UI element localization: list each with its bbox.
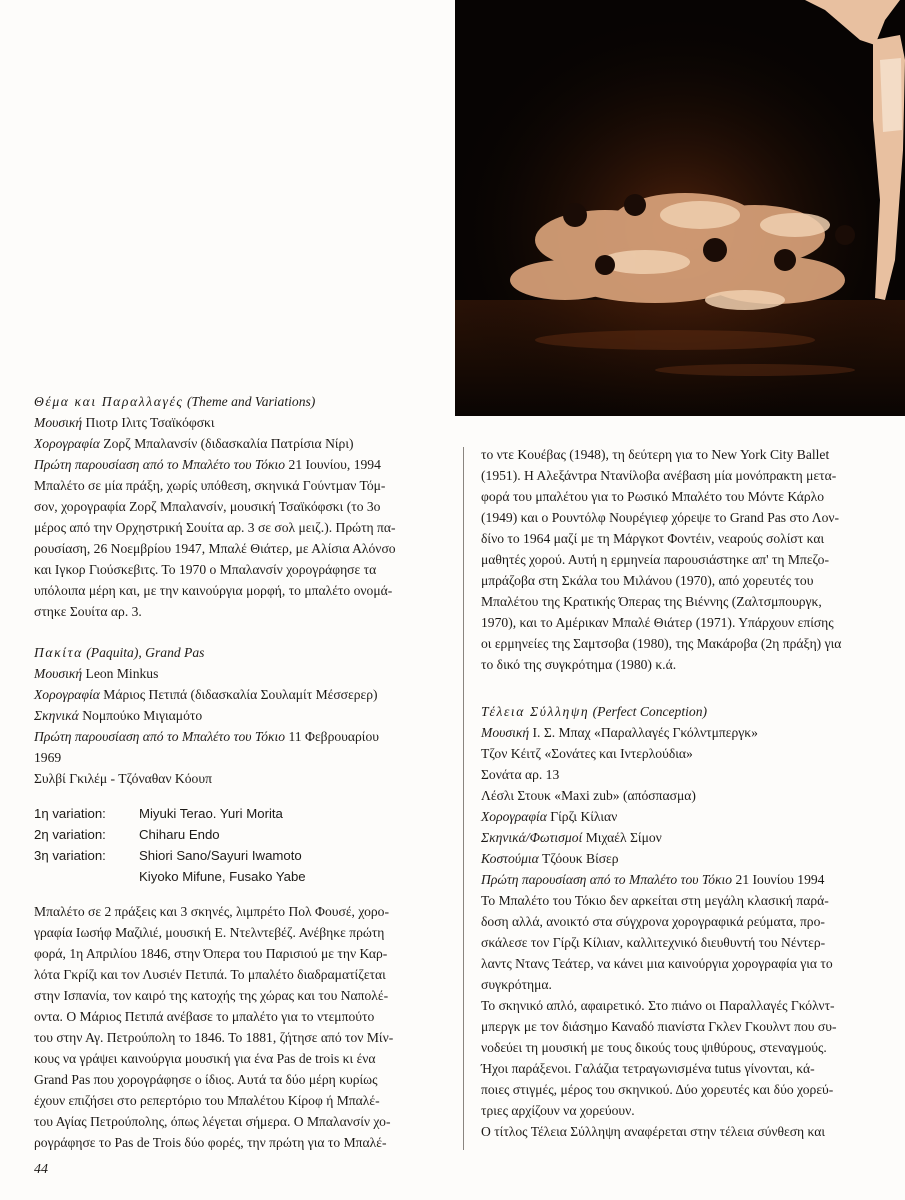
text-line: Το Μπαλέτο του Τόκιο δεν αρκείται στη μεγάλη κλασική παρά-	[481, 893, 829, 908]
column-divider	[463, 447, 464, 1150]
text-line: δοση αλλά, ανοικτό στα σύγχρονα χορογραφικά ρεύματα, προ-	[481, 914, 825, 929]
paquita-choreography: Χορογραφία Μάριος Πετιπά (διδασκαλία Σουλαμίτ Μέσσερερ)	[34, 687, 378, 702]
text-line: μπεργκ με τον διάσημο Καναδό πιανίστα Γκλεν Γκουλντ που συ-	[481, 1019, 837, 1034]
paquita-heading	[34, 642, 440, 663]
paquita-premiere-year: 1969	[34, 750, 62, 765]
dance-photo	[455, 0, 905, 416]
theme-description	[34, 475, 440, 622]
text-line: ποιες στιγμές, μέρος του σκηνικού. Δύο χορευτές και δύο χορεύ-	[481, 1082, 834, 1097]
text-line: του Αγίας Πετρούπολης, όπως λέγεται σήμερα. Ο Μπαλανσίν χο-	[34, 1114, 391, 1129]
perfect-choreography: Χορογραφία Γίρζι Κίλιαν	[481, 809, 618, 824]
text-line: μέρος από την Ορχηστρική Σουίτα αρ. 3 σε σολ μειζ.). Πρώτη πα-	[34, 520, 396, 535]
text-line: γραφία Ιωσήφ Μαζιλιέ, μουσική Ε. Ντελντεβέζ. Ανέβηκε πρώτη	[34, 925, 385, 940]
list-item: 2η variation: Chiharu Endo	[34, 827, 220, 842]
paquita-music: Μουσική Leon Minkus	[34, 666, 159, 681]
dance-photo-image	[455, 0, 905, 416]
perfect-heading	[481, 701, 887, 722]
text-line: Μπαλέτου της Κρατικής Όπερας της Βιέννης (Ζαλτσμπουργκ,	[481, 594, 822, 609]
paquita-leads: Συλβί Γκιλέμ - Τζόναθαν Κόουπ	[34, 771, 212, 786]
text-line: μπράζοβα στη Σκάλα του Μιλάνου (1970), από χορευτές του	[481, 573, 814, 588]
paquita-sets: Σκηνικά Νομπούκο Μιγιαμότο	[34, 708, 203, 723]
text-line: ρογράφησε το Pas de Trois δύο φορές, την πρώτη για το Μπαλέ-	[34, 1135, 387, 1150]
paquita-continuation	[481, 444, 887, 675]
text-line: 1970), και το Αμέρικαν Μπαλέ Θιάτερ (1971). Υπάρχουν επίσης	[481, 615, 834, 630]
perfect-costumes: Κοστούμια Τζόουκ Βίσερ	[481, 851, 619, 866]
perfect-description-2	[481, 995, 887, 1121]
text-line: Ο τίτλος Τέλεια Σύλληψη αναφέρεται στην τέλεια σύνθεση και	[481, 1124, 826, 1139]
text-line: το ντε Κουέβας (1948), τη δεύτερη για το New York City Ballet	[481, 447, 830, 462]
paquita-title-en: (Paquita), Grand Pas	[86, 645, 205, 660]
text-line: Μπαλέτο σε 2 πράξεις και 3 σκηνές, λιμπρέτο Πολ Φουσέ, χορο-	[34, 904, 389, 919]
text-line: έχουν επιζήσει στο ρεπερτόριο του Μπαλέτου Κίροφ ή Μπαλέ-	[34, 1093, 380, 1108]
theme-music: Μουσική Πιοτρ Ιλιτς Τσαϊκόφσκι	[34, 415, 215, 430]
theme-choreography: Χορογραφία Ζορζ Μπαλανσίν (διδασκαλία Πατρίσια Νίρι)	[34, 436, 354, 451]
text-line: μαθητές χορού. Αυτή η ερμηνεία παρουσιάστηκε απ' τη Μπεζο-	[481, 552, 829, 567]
text-line: Μπαλέτο σε μία πράξη, χωρίς υπόθεση, σκηνικά Γούντμαν Τόμ-	[34, 478, 386, 493]
text-line: (1949) και ο Ρουντόλφ Νουρέγιεφ χόρεψε το Grand Pas στο Λον-	[481, 510, 840, 525]
variations-list	[34, 803, 440, 887]
perfect-sets: Σκηνικά/Φωτισμοί Μιχαέλ Σίμον	[481, 830, 662, 845]
text-line: στηκε Σουίτα αρ. 3.	[34, 604, 142, 619]
perfect-premiere: Πρώτη παρουσίαση από το Μπαλέτο του Τόκιο 21 Ιουνίου 1994	[481, 872, 825, 887]
text-line: λότα Γκρίζι και τον Λυσιέν Πετιπά. Το μπαλέτο διαδραματίζεται	[34, 967, 386, 982]
text-line: υπόλοιπα μέρη και, με την καινούργια μορφή, το μπαλέτο ονομά-	[34, 583, 393, 598]
perfect-music-line: Σονάτα αρ. 13	[481, 767, 560, 782]
text-line: Ήχοι παράξενοι. Γαλάζια τετραγωνισμένα tutus γίνονται, κά-	[481, 1061, 815, 1076]
perfect-title-en: (Perfect Conception)	[592, 704, 708, 719]
text-line: δίνο το 1964 μαζί με τη Μάργκοτ Φοντέιν, νεαρούς σολίστ και	[481, 531, 825, 546]
right-column	[481, 444, 887, 1142]
text-line: οι ερμηνείες της Σαμτσοβα (1980), της Μακάροβα (2η πράξη) για	[481, 636, 842, 651]
text-line: κους να γράψει καινούργια μουσική για ένα Pas de trois κι ένα	[34, 1051, 376, 1066]
text-line: σον, χορογραφία Ζορζ Μπαλανσίν, μουσική Τσαϊκόφσκι (το 3ο	[34, 499, 381, 514]
text-line: συγκρότημα.	[481, 977, 552, 992]
text-line: τριες αρχίζουν να χορεύουν.	[481, 1103, 635, 1118]
theme-title-en: (Theme and Variations)	[186, 394, 316, 409]
paquita-premiere: Πρώτη παρουσίαση από το Μπαλέτο του Τόκιο 11 Φεβρουαρίου	[34, 729, 379, 744]
left-column	[34, 391, 440, 1153]
paquita-description	[34, 901, 440, 1153]
perfect-music: Μουσική Ι. Σ. Μπαχ «Παραλλαγές Γκόλντμπεργκ»	[481, 725, 758, 740]
perfect-music-line: Τζον Κέιτζ «Σονάτες και Ιντερλούδια»	[481, 746, 693, 761]
theme-title: Θέμα και Παραλλαγές	[34, 394, 184, 409]
text-line: φορά, 1η Απριλίου 1846, στην Όπερα του Παρισιού με την Καρ-	[34, 946, 388, 961]
list-item: Kiyoko Mifune, Fusako Yabe	[139, 869, 306, 884]
text-line: το δικό της συγκρότημα (1980) κ.ά.	[481, 657, 677, 672]
text-line: του στην Αγ. Πετρούπολη το 1846. Το 1881, ζήτησε από τον Μίν-	[34, 1030, 394, 1045]
text-line: (1951). Η Αλεξάντρα Ντανίλοβα ανέβαση μία μονόπρακτη μετα-	[481, 468, 837, 483]
perfect-description-3	[481, 1121, 887, 1142]
text-line: Grand Pas που χορογράφησε ο ίδιος. Αυτά τα δύο μέρη κυρίως	[34, 1072, 378, 1087]
text-line: λαντς Ντανς Τεάτερ, να κάνει μια καινούργια χορογραφία για το	[481, 956, 833, 971]
text-line: οντα. Ο Μάριος Πετιπά ανέβασε το μπαλέτο για το ντεμπούτο	[34, 1009, 375, 1024]
list-item: 3η variation: Shiori Sano/Sayuri Iwamoto	[34, 848, 302, 863]
text-line: σκάλεσε τον Γίρζι Κίλιαν, καλλιτεχνικό διευθυντή του Νέντερ-	[481, 935, 826, 950]
paquita-title: Πακίτα	[34, 645, 83, 660]
perfect-music-line: Λέσλι Στουκ «Maxi zub» (απόσπασμα)	[481, 788, 696, 803]
page-number: 44	[34, 1162, 48, 1177]
text-line: στην Ισπανία, τον καιρό της κατοχής της χώρας και του Ναπολέ-	[34, 988, 389, 1003]
text-line: φορά του μπαλέτου για το Ρωσικό Μπαλέτο του Μόντε Κάρλο	[481, 489, 825, 504]
theme-heading	[34, 391, 440, 412]
perfect-title: Τέλεια Σύλληψη	[481, 704, 590, 719]
text-line: Το σκηνικό απλό, αφαιρετικό. Στο πιάνο οι Παραλλαγές Γκόλντ-	[481, 998, 835, 1013]
text-line: νοδεύει τη μουσική με τους δικούς τους ψιθύρους, στεναγμούς.	[481, 1040, 827, 1055]
perfect-description-1	[481, 890, 887, 995]
list-item: 1η variation: Miyuki Terao. Yuri Morita	[34, 806, 283, 821]
text-line: και Ιγκορ Γιούσκεβιτς. Το 1970 ο Μπαλανσίν χορογράφησε τα	[34, 562, 377, 577]
text-line: ρουσίαση, 26 Νοεμβρίου 1947, Μπαλέ Θιάτερ, με Αλίσια Αλόνσο	[34, 541, 396, 556]
theme-premiere: Πρώτη παρουσίαση από το Μπαλέτο του Τόκιο 21 Ιουνίου, 1994	[34, 457, 381, 472]
